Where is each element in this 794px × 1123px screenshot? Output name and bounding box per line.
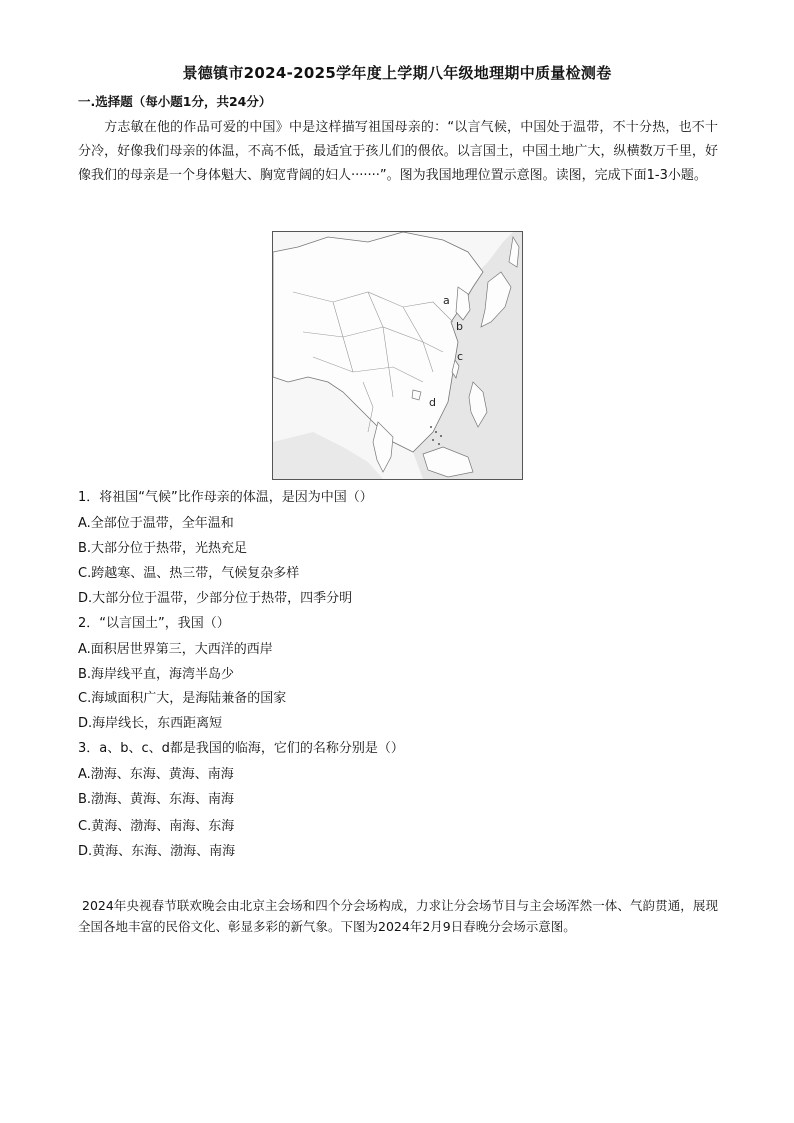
question-3-option-a: A.渤海、东海、黄海、南海 [78,767,234,782]
map-figure [273,232,522,479]
sea-label-d: d [429,396,436,409]
question-3-option-c: C.黄海、渤海、南海、东海 [78,819,235,834]
question-2-option-c: C.海域面积广大，是海陆兼备的国家 [78,691,287,706]
question-3-stem: 3．a、b、c、d都是我国的临海，它们的名称分别是（） [78,741,404,756]
question-1-option-b: B.大部分位于热带，光热充足 [78,541,248,556]
question-3-option-b: B.渤海、黄海、东海、南海 [78,792,235,807]
spring-gala-text: 2024年央视春节联欢晚会由北京主会场和四个分会场构成，力求让分会场节目与主会场浑然一体、气韵贯通，展现全国各地丰富的民俗文化、彰显多彩的新气象。下图为2024年2月9日春晚分会场示意图。 [78,898,718,934]
question-1-option-d: D.大部分位于温带，少部分位于热带，四季分明 [78,591,353,606]
exam-title: 景德镇市2024-2025学年度上学期八年级地理期中质量检测卷 [182,64,612,82]
question-2-stem: 2．“以言国土”，我国（） [78,616,230,631]
sea-label-a: a [443,294,450,307]
spring-gala-paragraph [78,895,718,937]
sea-label-b: b [456,320,463,333]
section-heading: 一.选择题（每小题1分，共24分） [78,94,272,109]
question-2-option-b: B.海岸线平直，海湾半岛少 [78,667,235,682]
china-location-map [272,231,523,480]
intro-text: 方志敏在他的作品可爱的中国》中是这样描写祖国母亲的：“以言气候，中国处于温带，不十分热，也不十分冷，好像我们母亲的体温，不高不低，最适宜于孩儿们的偎依。以言国土，中国土地广大，纵横数万千里，好像我们的母亲是一个身体魁大、胸宽背阔的妇人·······”。图为我国地理位置示意图。读图，完成下面1-3小题。 [78,120,718,183]
question-1-stem: 1．将祖国“气候”比作母亲的体温，是因为中国（） [78,490,373,505]
question-2-option-d: D.海岸线长，东西距离短 [78,716,223,731]
sea-label-c: c [457,350,464,363]
question-1-option-a: A.全部位于温带，全年温和 [78,516,234,531]
question-3-option-d: D.黄海、东海、渤海、南海 [78,844,236,859]
question-1-option-c: C.跨越寒、温、热三带，气候复杂多样 [78,566,300,581]
intro-paragraph [78,116,718,188]
question-2-option-a: A.面积居世界第三，大西洋的西岸 [78,642,273,657]
